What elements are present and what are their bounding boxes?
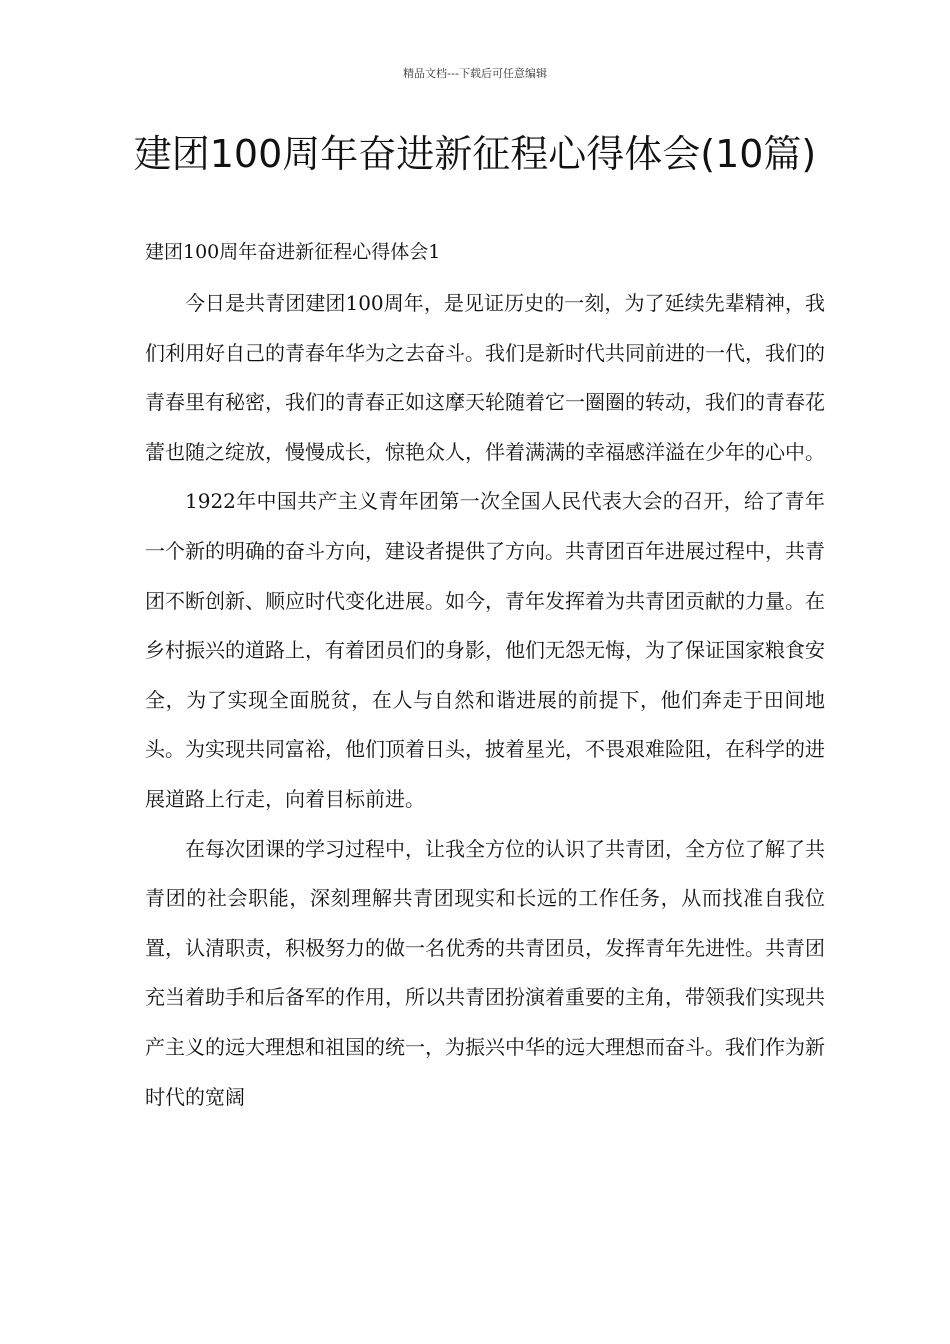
section-heading: 建团100周年奋进新征程心得体会1	[145, 241, 441, 263]
paragraph-1: 今日是共青团建团100周年，是见证历史的一刻，为了延续先辈精神，我们利用好自己的青春年华为之去奋斗。我们是新时代共同前进的一代，我们的青春里有秘密，我们的青春正如这摩天轮随着它一圈圈的转动，我们的青春花蕾也随之绽放，慢慢成长，惊艳众人，伴着满满的幸福感洋溢在少年的心中。	[145, 291, 825, 464]
paragraph-2: 1922年中国共产主义青年团第一次全国人民代表大会的召开，给了青年一个新的明确的奋斗方向，建设者提供了方向。共青团百年进展过程中，共青团不断创新、顺应时代变化进展。如今，青年发挥着为共青团贡献的力量。在乡村振兴的道路上，有着团员们的身影，他们无怨无悔，为了保证国家粮食安全，为了实现全面脱贫，在人与自然和谐进展的前提下，他们奔走于田间地头。为实现共同富裕，他们顶着日头，披着星光，不畏艰难险阻，在科学的进展道路上行走，向着目标前进。	[145, 489, 825, 811]
document-title: 建团100周年奋进新征程心得体会(10篇)	[133, 132, 817, 176]
paragraph-3: 在每次团课的学习过程中，让我全方位的认识了共青团，全方位了解了共青团的社会职能，深刻理解共青团现实和长远的工作任务，从而找准自我位置，认清职责，积极努力的做一名优秀的共青团员，发挥青年先进性。共青团充当着助手和后备军的作用，所以共青团扮演着重要的主角，带领我们实现共产主义的远大理想和祖国的统一，为振兴中华的远大理想而奋斗。我们作为新时代的宽阔	[145, 836, 825, 1109]
page-header: 精品文档---下载后可任意编辑	[403, 67, 547, 80]
document-body	[145, 279, 825, 1122]
